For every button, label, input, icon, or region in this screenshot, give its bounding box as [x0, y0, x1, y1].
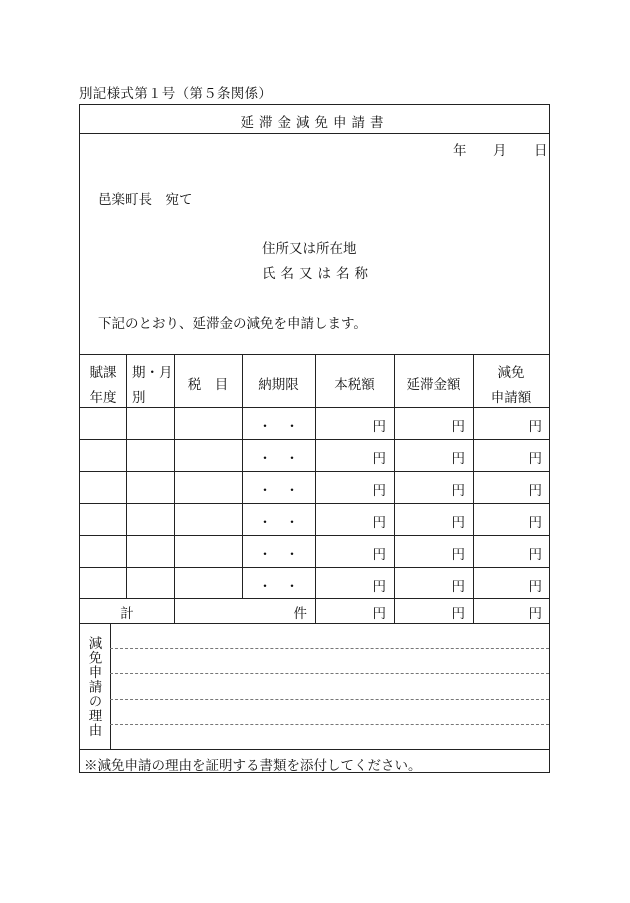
due-date-cell: ・ ・: [258, 451, 299, 467]
reduction-cell: 円: [528, 515, 542, 531]
form-title: 延滞金減免申請書: [240, 115, 389, 131]
due-date-cell: ・ ・: [258, 515, 299, 531]
date-year-label: 年: [453, 143, 467, 159]
header-late-fee: 延滞金額: [406, 377, 461, 393]
header-period: 別: [132, 390, 146, 406]
reason-line: [110, 673, 549, 674]
late-fee-cell: 円: [451, 547, 465, 563]
attachment-note: ※減免申請の理由を証明する書類を添付してください。: [84, 758, 422, 774]
header-fiscal-year: 年度: [89, 390, 117, 406]
principal-cell: 円: [372, 547, 386, 563]
due-date-cell: ・ ・: [258, 419, 299, 435]
column-divider: [174, 354, 175, 623]
request-statement: 下記のとおり、延滞金の減免を申請します。: [98, 316, 367, 332]
addressee: 邑楽町長 宛て: [98, 192, 193, 208]
late-fee-cell: 円: [451, 579, 465, 595]
date-month-label: 月: [493, 143, 507, 159]
reason-line: [110, 648, 549, 649]
header-reduction: 減免: [497, 365, 525, 381]
principal-cell: 円: [372, 419, 386, 435]
principal-cell: 円: [372, 483, 386, 499]
total-principal: 円: [372, 606, 386, 622]
late-fee-cell: 円: [451, 419, 465, 435]
late-fee-cell: 円: [451, 451, 465, 467]
principal-cell: 円: [372, 579, 386, 595]
header-due-date: 納期限: [258, 377, 299, 393]
principal-cell: 円: [372, 515, 386, 531]
divider: [80, 749, 549, 750]
form-caption: 別記様式第１号（第５条関係）: [79, 86, 273, 102]
reduction-cell: 円: [528, 419, 542, 435]
header-fiscal-year: 賦課: [89, 365, 117, 381]
reason-label: 減免申請の理由: [85, 636, 102, 738]
divider: [80, 623, 549, 624]
reason-line: [110, 699, 549, 700]
address-label: 住所又は所在地: [262, 241, 357, 257]
total-reduction: 円: [528, 606, 542, 622]
reason-line: [110, 724, 549, 725]
date-day-label: 日: [534, 143, 548, 159]
reduction-cell: 円: [528, 579, 542, 595]
column-divider: [110, 623, 111, 749]
header-period: 期・月: [132, 365, 173, 381]
reduction-cell: 円: [528, 483, 542, 499]
reduction-cell: 円: [528, 451, 542, 467]
header-principal: 本税額: [334, 377, 375, 393]
due-date-cell: ・ ・: [258, 579, 299, 595]
late-fee-cell: 円: [451, 483, 465, 499]
divider: [80, 133, 549, 134]
total-late-fee: 円: [451, 606, 465, 622]
due-date-cell: ・ ・: [258, 483, 299, 499]
column-divider: [126, 354, 127, 598]
application-form: [79, 104, 550, 773]
total-count-unit: 件: [293, 606, 307, 622]
name-label: 氏名又は名称: [262, 266, 373, 282]
header-reduction: 申請額: [490, 390, 532, 406]
reduction-cell: 円: [528, 547, 542, 563]
header-tax-item: 税 目: [187, 377, 229, 393]
due-date-cell: ・ ・: [258, 547, 299, 563]
principal-cell: 円: [372, 451, 386, 467]
late-fee-cell: 円: [451, 515, 465, 531]
total-label: 計: [120, 606, 134, 622]
